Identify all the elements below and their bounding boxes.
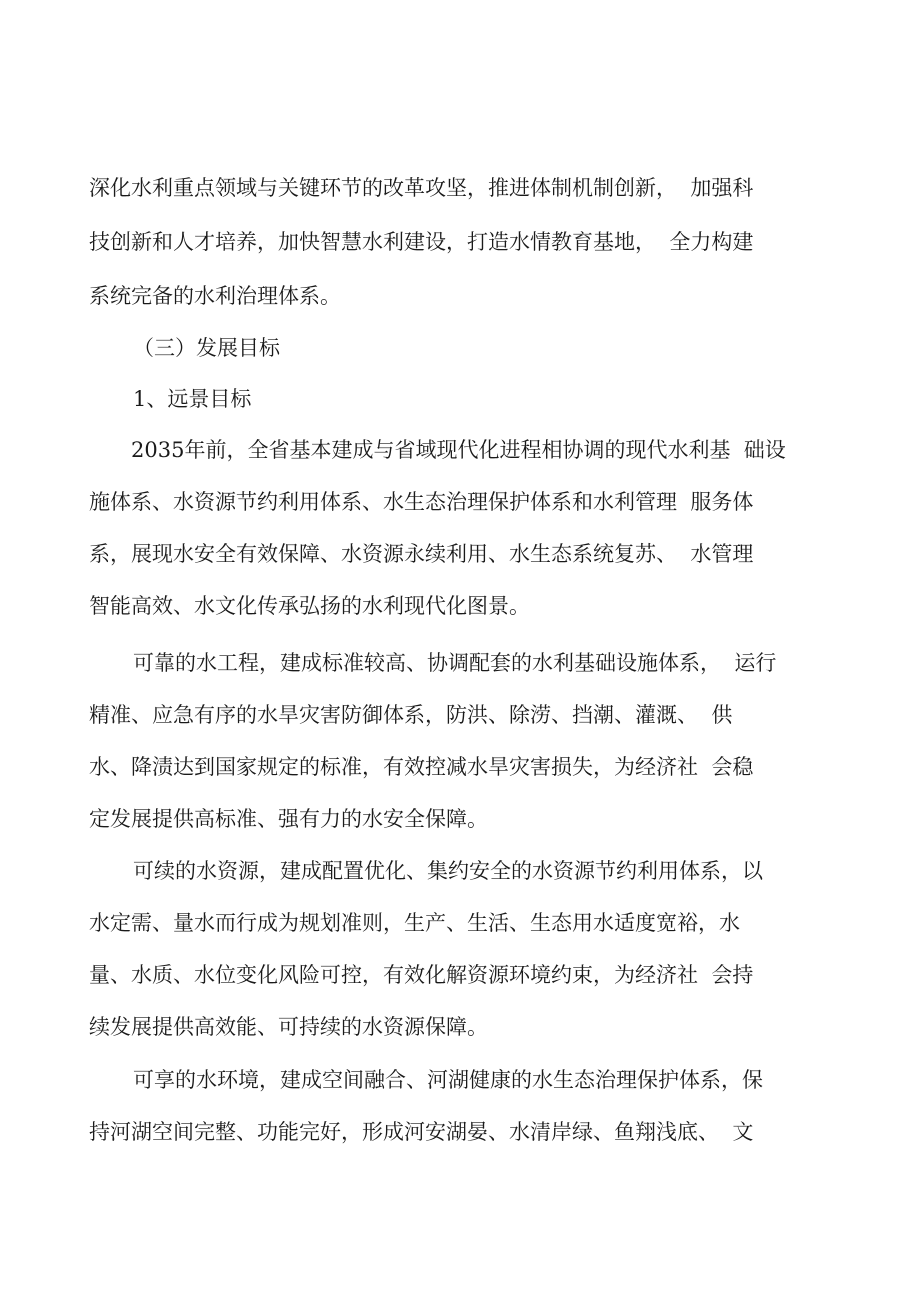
text-line: 技创新和人才培养，加快智慧水利建设，打造水情教育基地， 全力构建 [89,230,754,254]
text-line: 水、降渍达到国家规定的标准，有效控减水旱灾害损失，为经济社 会稳 [89,755,754,779]
text-line: 持河湖空间完整、功能完好，形成河安湖晏、水清岸绿、鱼翔浅底、 文 [89,1120,754,1144]
text-line: 深化水利重点领域与关键环节的改革攻坚，推进体制机制创新， 加强科 [89,176,754,200]
subsection-heading: 1、远景目标 [133,387,252,411]
text-line: 系，展现水安全有效保障、水资源永续利用、水生态系统复苏、 水管理 [89,542,754,566]
section-heading: （三）发展目标 [133,336,280,360]
text-line: 可享的水环境，建成空间融合、河湖健康的水生态治理保护体系，保 [133,1068,763,1092]
text-line: 定发展提供高标准、强有力的水安全保障。 [89,807,488,831]
text-line: 智能高效、水文化传承弘扬的水利现代化图景。 [89,594,530,618]
text-line: 2035年前，全省基本建成与省域现代化进程相协调的现代水利基 础设 [131,438,786,462]
text-line: 续发展提供高效能、可持续的水资源保障。 [89,1015,488,1039]
text-line: 量、水质、水位变化风险可控，有效化解资源环境约束，为经济社 会持 [89,963,754,987]
text-line: 系统完备的水利治理体系。 [89,284,341,308]
text-line: 可靠的水工程，建成标准较高、协调配套的水利基础设施体系， 运行 [133,651,777,675]
text-line: 精准、应急有序的水旱灾害防御体系，防洪、除涝、挡潮、灌溉、 供 [89,703,733,727]
text-line: 施体系、水资源节约利用体系、水生态治理保护体系和水利管理 服务体 [89,490,754,514]
text-line: 水定需、量水而行成为规划准则，生产、生活、生态用水适度宽裕，水 [89,911,740,935]
text-line: 可续的水资源，建成配置优化、集约安全的水资源节约利用体系，以 [133,859,763,883]
